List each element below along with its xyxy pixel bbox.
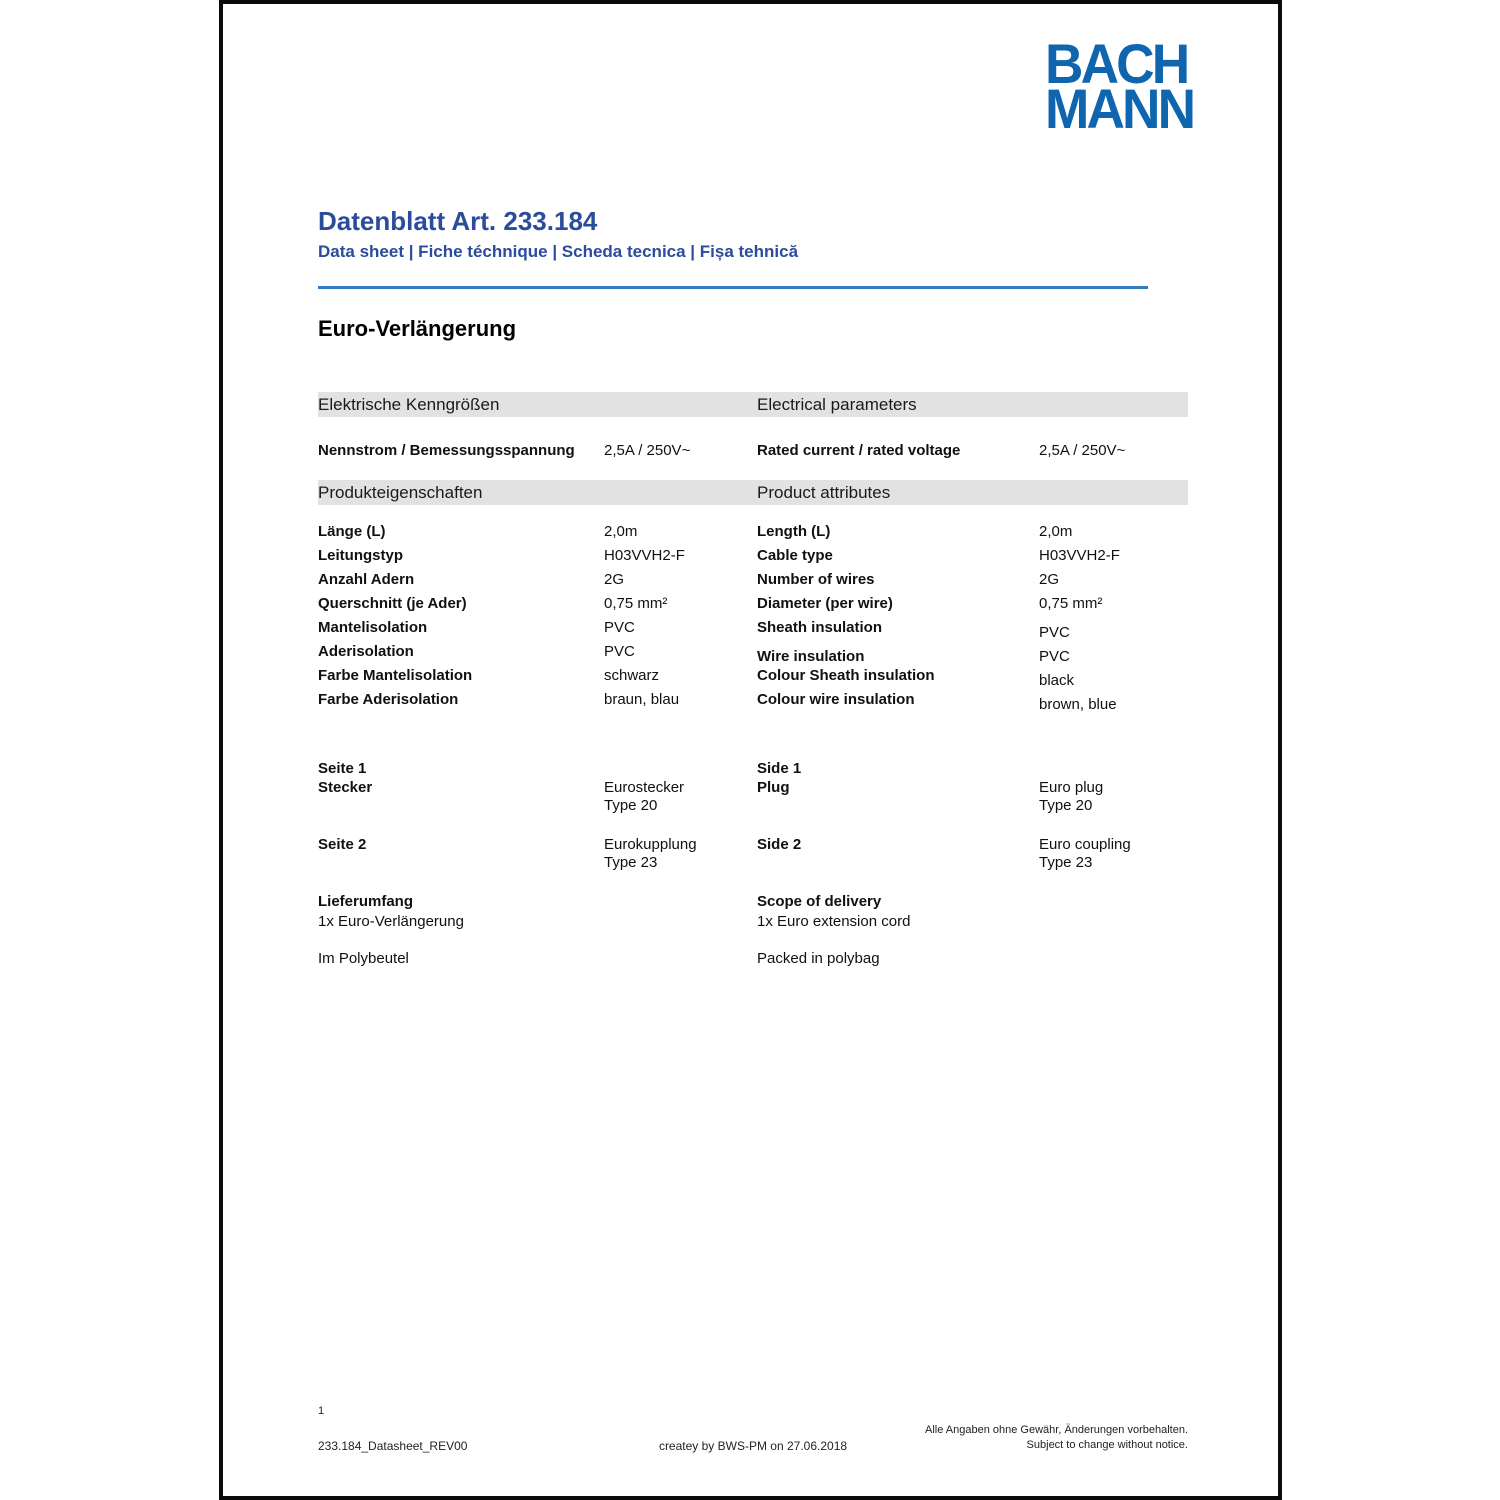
side2-type-row (318, 853, 1188, 873)
attr-label-en: Diameter (per wire) (757, 595, 893, 612)
attr-label-de: Farbe Aderisolation (318, 691, 459, 708)
attr-value-en: brown, blue (1039, 696, 1117, 713)
attribute-row-sheath-insulation (318, 618, 1188, 641)
side2-row (318, 835, 1188, 855)
param-value-de: 2,5A / 250V~ (604, 442, 691, 459)
attr-value-de: H03VVH2-F (604, 547, 685, 564)
header-divider (318, 286, 1148, 289)
attr-value-en: H03VVH2-F (1039, 547, 1120, 564)
side2-heading-en: Side 2 (757, 836, 802, 853)
attr-value-de: braun, blau (604, 691, 680, 708)
side2-value-en: Euro coupling (1039, 836, 1131, 853)
datasheet-page (219, 0, 1282, 1500)
param-value-en: 2,5A / 250V~ (1039, 442, 1126, 459)
attribute-row-cable-type (318, 546, 1188, 566)
attr-label-de: Farbe Mantelisolation (318, 667, 473, 684)
side1-heading-row (318, 759, 1188, 779)
side2-value-de: Eurokupplung (604, 836, 697, 853)
logo-line-2: MANN (1045, 76, 1194, 140)
side1-plug-row (318, 778, 1188, 798)
attr-label-en: Sheath insulation (757, 619, 883, 636)
delivery-item-de: 1x Euro-Verlängerung (318, 913, 464, 930)
side1-value-de: Eurostecker (604, 779, 685, 796)
side1-type-de: Type 20 (604, 797, 658, 814)
attr-value-en: 0,75 mm² (1039, 595, 1103, 612)
packaging-row (318, 949, 1188, 969)
side1-label-de: Stecker (318, 779, 373, 796)
attribute-row-wire-insulation (318, 642, 1188, 665)
section-header-electrical-de: Elektrische Kenngrößen (318, 395, 500, 414)
attr-label-en: Colour wire insulation (757, 691, 915, 708)
attr-label-de: Anzahl Adern (318, 571, 415, 588)
attr-label-en: Number of wires (757, 571, 875, 588)
param-label-en: Rated current / rated voltage (757, 442, 961, 459)
attr-label-de: Länge (L) (318, 523, 386, 540)
attr-label-en: Wire insulation (757, 648, 865, 665)
attr-value-de: 0,75 mm² (604, 595, 668, 612)
delivery-item-en: 1x Euro extension cord (757, 913, 911, 930)
attr-label-de: Querschnitt (je Ader) (318, 595, 467, 612)
attr-value-de: 2G (604, 571, 625, 588)
bachmann-logo (1045, 32, 1194, 140)
attribute-row-wires (318, 570, 1188, 590)
side1-type-en: Type 20 (1039, 797, 1093, 814)
delivery-heading-de: Lieferumfang (318, 893, 414, 910)
side2-type-de: Type 23 (604, 854, 658, 871)
page-title: Datenblatt Art. 233.184 (318, 206, 598, 236)
section-header-attributes (318, 480, 1188, 505)
packaging-de: Im Polybeutel (318, 950, 409, 967)
product-title: Euro-Verlängerung (318, 316, 517, 341)
attr-value-en: PVC (1039, 624, 1070, 641)
attribute-row-length (318, 522, 1188, 542)
attr-label-en: Colour Sheath insulation (757, 667, 935, 684)
attr-label-de: Mantelisolation (318, 619, 428, 636)
attr-value-en: 2G (1039, 571, 1060, 588)
footer-document-ref: 233.184_Datasheet_REV00 (318, 1439, 468, 1453)
attr-value-de: schwarz (604, 667, 660, 684)
attr-value-de: PVC (604, 643, 635, 660)
side2-type-en: Type 23 (1039, 854, 1093, 871)
logo-line-1: BACH (1045, 32, 1188, 95)
attribute-row-diameter (318, 594, 1188, 614)
attr-label-de: Leitungstyp (318, 547, 403, 564)
attr-value-en: 2,0m (1039, 523, 1073, 540)
side1-heading-en: Side 1 (757, 760, 802, 777)
attr-label-en: Length (L) (757, 523, 831, 540)
attr-value-de: PVC (604, 619, 635, 636)
attr-value-de: 2,0m (604, 523, 638, 540)
attribute-row-wire-colour (318, 690, 1188, 713)
side1-heading-de: Seite 1 (318, 760, 367, 777)
delivery-heading-en: Scope of delivery (757, 893, 882, 910)
footer-page-number: 1 (318, 1405, 325, 1417)
attr-label-de: Aderisolation (318, 643, 414, 660)
delivery-item-row (318, 912, 1188, 932)
section-header-attributes-de: Produkteigenschaften (318, 483, 483, 502)
section-header-electrical (318, 392, 1188, 417)
electrical-param-row (318, 441, 1188, 461)
param-label-de: Nennstrom / Bemessungsspannung (318, 442, 575, 459)
footer-created-note: createy by BWS-PM on 27.06.2018 (658, 1439, 848, 1453)
attr-value-en: PVC (1039, 648, 1070, 665)
footer-disclaimer-de: Alle Angaben ohne Gewähr, Änderungen vorbehalten. (925, 1424, 1188, 1436)
side1-value-en: Euro plug (1039, 779, 1104, 796)
side1-label-en: Plug (757, 779, 790, 796)
side2-heading-de: Seite 2 (318, 836, 367, 853)
page-subtitle: Data sheet | Fiche téchnique | Scheda tecnica | Fișa tehnică (318, 242, 799, 261)
delivery-heading-row (318, 892, 1188, 912)
section-header-attributes-en: Product attributes (757, 483, 891, 502)
packaging-en: Packed in polybag (757, 950, 880, 967)
attribute-row-sheath-colour (318, 666, 1188, 689)
section-header-electrical-en: Electrical parameters (757, 395, 917, 414)
footer-disclaimer-en: Subject to change without notice. (1026, 1439, 1188, 1451)
attr-value-en: black (1039, 672, 1075, 689)
attr-label-en: Cable type (757, 547, 833, 564)
side1-type-row (318, 796, 1188, 816)
